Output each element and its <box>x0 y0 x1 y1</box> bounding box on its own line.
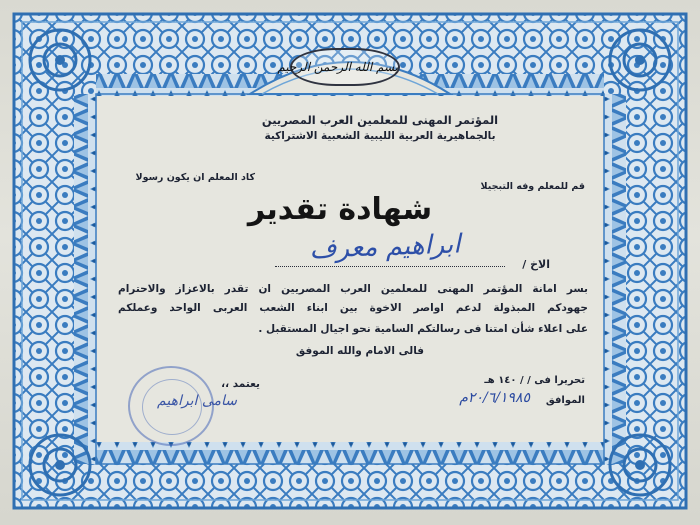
approval-label: يعتمد ،، <box>221 378 260 390</box>
body-text-line-1: بسر امانة المؤتمر المهنى للمعلمين العرب المصريين ان تقدر بالاعزاز والاحترام <box>118 283 588 295</box>
recipient-label: الاخ / <box>522 258 550 271</box>
body-text-line-3: على اعلاء شأن امتنا فى رسالتكم السامية نحو اجيال المستقبل . <box>258 323 588 335</box>
organization-country: بالجماهيرية العربية الليبية الشعبية الاشتراكية <box>264 130 496 142</box>
motto-right: قم للمعلم وفه التبجيلا <box>480 181 585 192</box>
signature: سامى ابراهيم <box>157 393 237 409</box>
date-gregorian-label: الموافق <box>545 395 585 406</box>
certificate-title: شهادة تقدير <box>247 192 433 227</box>
recipient-dotted-line <box>275 266 505 267</box>
organization-name: المؤتمر المهنى للمعلمين العرب المصريين <box>261 113 499 127</box>
motto-left: كاد المعلم ان يكون رسولا <box>135 172 255 183</box>
body-text-line-2: جهودكم المبذولة لدعم اواصر الاخوة بين ابناء الشعب العربى الواحد وعملكم <box>118 302 588 314</box>
bismillah-calligraphy: بسم الله الرحمن الرحيم <box>290 48 400 86</box>
date-gregorian-value: ٢٠/٦/١٩٨٥م <box>459 390 530 406</box>
recipient-name: ابراهيم معرف <box>309 229 461 265</box>
closing-phrase: فالى الامام والله الموفق <box>295 345 425 357</box>
date-hijri: تحريرا فى / / ١٤٠ هـ <box>484 375 585 386</box>
